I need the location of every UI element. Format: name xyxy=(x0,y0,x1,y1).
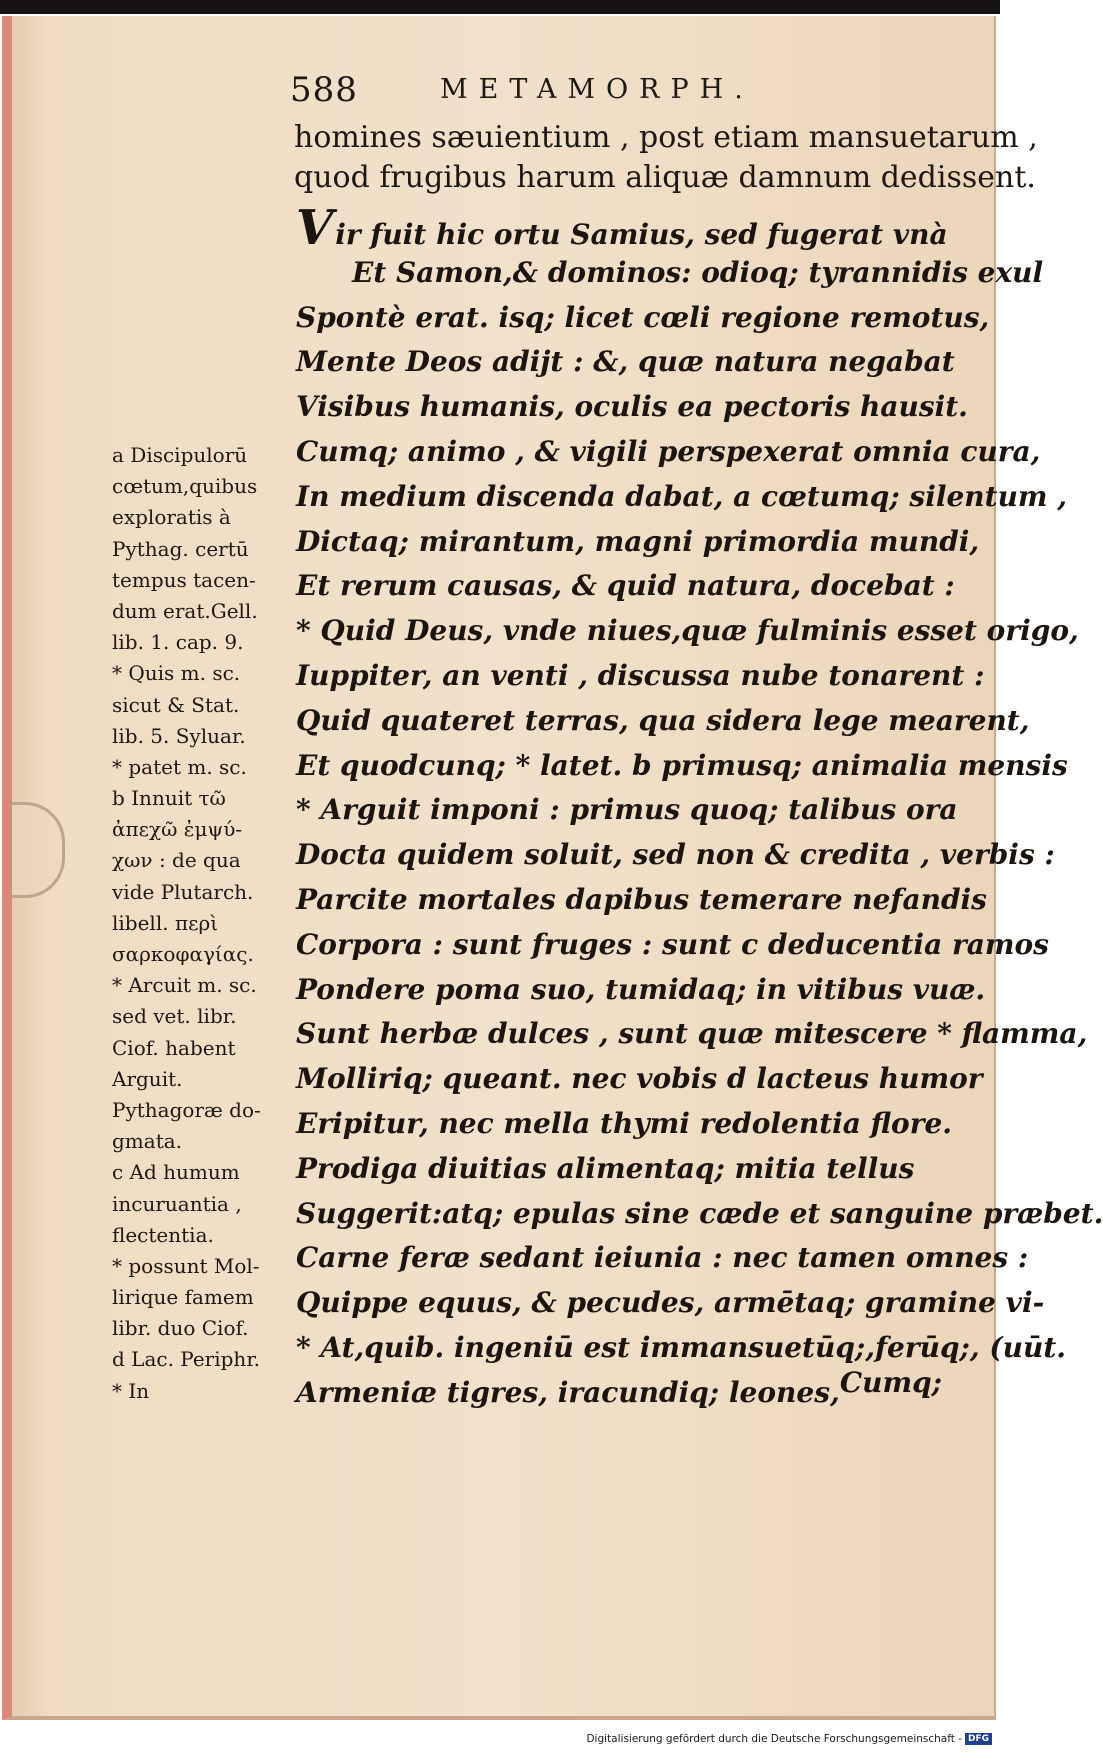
verse-text: ir fuit hic ortu Samius, sed fugerat vnà xyxy=(335,218,948,251)
note-line: χων : de qua xyxy=(112,848,241,873)
note-line: sed vet. libr. xyxy=(112,1004,237,1029)
note-line: Arguit. xyxy=(112,1066,183,1091)
note-line: d Lac. Periphr. xyxy=(112,1347,261,1372)
note-line: c Ad humum xyxy=(112,1160,240,1185)
note-line: vide Plutarch. xyxy=(112,879,254,904)
verse-line: Carne feræ sedant ieiunia : nec tamen omnes : xyxy=(296,1241,1029,1275)
note-line: σαρκοφαγίας. xyxy=(112,942,254,966)
verse-line: Iuppiter, an venti , discussa nube tonarent : xyxy=(296,658,985,692)
note-line: libr. duo Ciof. xyxy=(112,1316,249,1341)
verse-line: Eripitur, nec mella thymi redolentia flore. xyxy=(296,1106,953,1140)
verse-line: Pondere poma suo, tumidaq; in vitibus vuæ. xyxy=(296,972,986,1006)
verse-line: Et rerum causas, & quid natura, docebat : xyxy=(296,569,955,603)
scan-top-border xyxy=(0,0,1000,14)
verse-line: Et quodcunq; * latet. b primusq; animalia mensis xyxy=(296,748,1068,782)
verse-line: Visibus humanis, oculis ea pectoris hausit. xyxy=(296,390,968,424)
verse-line: Corpora : sunt fruges : sunt c deducentia ramos xyxy=(296,927,1049,961)
note-line: incuruantia , xyxy=(112,1191,242,1216)
verse-line: In medium discenda dabat, a cœtumq; silentum , xyxy=(296,479,1068,513)
note-line: Pythagoræ do- xyxy=(112,1097,261,1122)
note-line: * Quis m. sc. xyxy=(112,661,241,686)
note-line: lib. 5. Syluar. xyxy=(112,723,246,748)
note-line: lib. 1. cap. 9. xyxy=(112,630,244,655)
intro-prose xyxy=(294,118,1038,198)
verse-line: Sunt herbæ dulces , sunt quæ mitescere * flamma, xyxy=(296,1017,1088,1051)
verse-line: * At,quib. ingeniū est immansuetūq;,ferūq;, (uūt. xyxy=(296,1330,1066,1364)
verse-line: Prodiga diuitias alimentaq; mitia tellus xyxy=(296,1151,915,1185)
verse-line-1 xyxy=(296,200,986,256)
catchword: Cumq; xyxy=(839,1366,942,1399)
verse-line: Mente Deos adijt : &, quæ natura negabat xyxy=(296,345,955,379)
note-line: Pythag. certū xyxy=(112,536,249,561)
intro-line: homines sæuientium , post etiam mansuetarum , xyxy=(294,120,1038,155)
note-line: libell. περὶ xyxy=(112,910,219,935)
note-line: sicut & Stat. xyxy=(112,692,240,717)
note-line: cœtum,quibus xyxy=(112,474,258,499)
note-line: * patet m. sc. xyxy=(112,754,247,779)
page-header xyxy=(290,70,930,110)
verse-line: Dictaq; mirantum, magni primordia mundi, xyxy=(296,524,980,558)
note-line: * In xyxy=(112,1378,150,1403)
note-line: ἀπεχῶ ἐμψύ- xyxy=(112,817,243,842)
note-line: gmata. xyxy=(112,1129,183,1154)
note-line: Ciof. habent xyxy=(112,1035,236,1060)
verse-line: Quippe equus, & pecudes, armētaq; gramine vi- xyxy=(296,1286,1045,1320)
note-line: dum erat.Gell. xyxy=(112,598,258,623)
drop-cap: V xyxy=(296,200,334,256)
running-head: METAMORPH. xyxy=(440,74,754,105)
verse-line: Armeniæ tigres, iracundiq; leones, xyxy=(296,1375,840,1409)
verse-line: Parcite mortales dapibus temerare nefandis xyxy=(296,882,987,916)
verse-line: Docta quidem soluit, sed non & credita , verbis : xyxy=(296,838,1055,872)
credit-text: Digitalisierung gefördert durch die Deutsche Forschungsgemeinschaft - xyxy=(586,1733,962,1745)
note-line: lirique famem xyxy=(112,1285,254,1310)
verse-line: Spontè erat. isq; licet cœli regione remotus, xyxy=(296,300,990,334)
note-line: tempus tacen- xyxy=(112,567,256,592)
note-line: b Innuit τῶ xyxy=(112,786,226,811)
verse-line: Quid quateret terras, qua sidera lege mearent, xyxy=(296,703,1030,737)
verse-line: Molliriq; queant. nec vobis d lacteus humor xyxy=(296,1062,983,1096)
marginal-notes xyxy=(112,440,290,1407)
dfg-logo-icon: DFG xyxy=(965,1733,992,1745)
verse-line: * Arguit imponi : primus quoq; talibus ora xyxy=(296,793,958,827)
verse-line: Cumq; animo , & vigili perspexerat omnia cura, xyxy=(296,434,1041,468)
verse-line: * Quid Deus, vnde niues,quæ fulminis esset origo, xyxy=(296,614,1079,648)
note-line: exploratis à xyxy=(112,505,231,530)
verse-line: Suggerit:atq; epulas sine cæde et sanguine præbet. xyxy=(296,1196,1103,1230)
verse-line: Et Samon,& dominos: odioq; tyrannidis exul xyxy=(352,255,1044,289)
ribbon-mark xyxy=(12,802,65,898)
note-line: * possunt Mol- xyxy=(112,1253,260,1278)
verse-block xyxy=(296,200,1103,1416)
note-line: flectentia. xyxy=(112,1222,214,1247)
page-number: 588 xyxy=(290,70,358,110)
intro-line: quod frugibus harum aliquæ damnum dedissent. xyxy=(294,160,1036,195)
note-line: * Arcuit m. sc. xyxy=(112,973,257,998)
note-line: a Discipulorū xyxy=(112,443,248,467)
digitization-credit xyxy=(586,1730,992,1748)
